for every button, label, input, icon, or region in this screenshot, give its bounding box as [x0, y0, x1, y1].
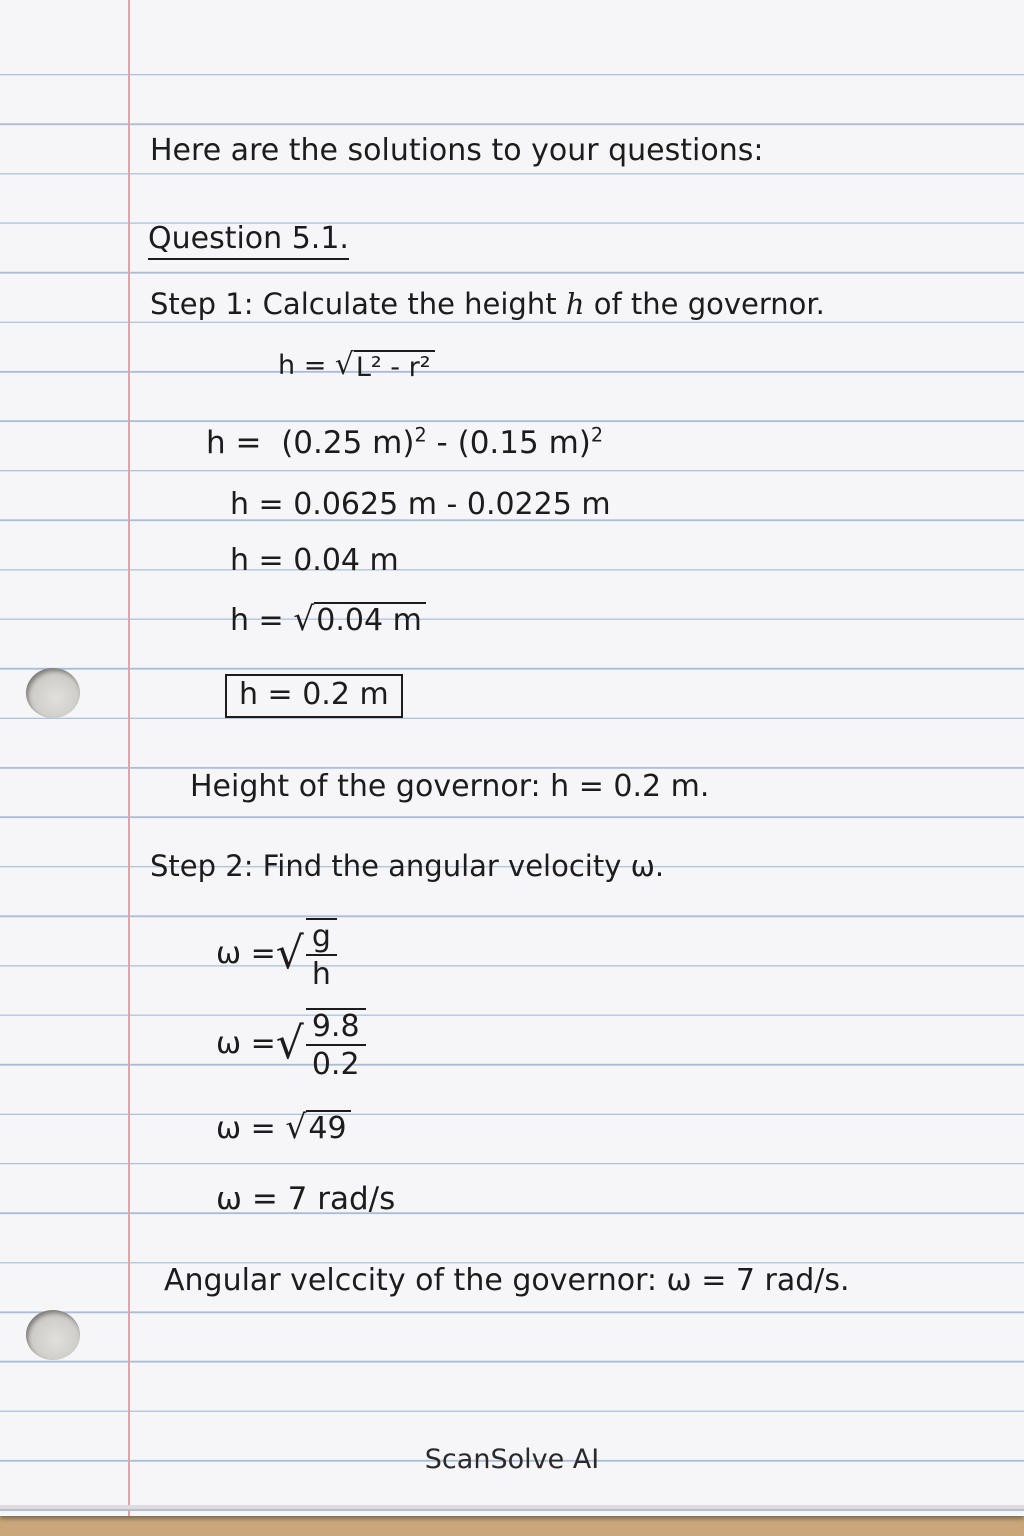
sqrt-symbol: √ 0.04 m: [293, 602, 426, 636]
punch-hole: [26, 668, 80, 718]
line1-exp-b: 2: [590, 423, 604, 447]
line1-term-a: (0.25 m): [281, 425, 415, 461]
line2-lhs: ω =: [216, 1026, 276, 1061]
line4-lhs: h =: [230, 603, 294, 638]
fraction-denominator: h: [311, 957, 331, 992]
sqrt-symbol: √: [275, 1018, 304, 1069]
fraction-numerator: g: [306, 922, 337, 956]
step2-line2: [216, 1008, 366, 1080]
sqrt-symbol: √: [275, 928, 304, 979]
paper-edge: [0, 1505, 1024, 1510]
question-title: [148, 221, 349, 256]
line1-lhs: h =: [206, 425, 272, 461]
step2-line4: ω = 7 rad/s: [216, 1181, 396, 1217]
question-title-text: Question 5.1.: [148, 221, 349, 260]
line1-minus: -: [426, 425, 458, 461]
line4-radicand: 0.04 m: [314, 602, 426, 636]
formula-lhs: h =: [278, 350, 335, 381]
fraction: [306, 918, 337, 990]
step2-summary: Angular velccity of the governor: ω = 7 rad/s.: [164, 1263, 850, 1298]
step1-heading-var: h: [565, 287, 585, 321]
step1-heading-suffix: of the governor.: [584, 287, 825, 321]
step1-line3: h = 0.04 m: [230, 543, 399, 578]
punch-hole: [26, 1310, 80, 1360]
step1-heading: [150, 287, 825, 321]
line1-term-b: (0.15 m): [457, 425, 591, 461]
step2-heading: Step 2: Find the angular velocity ω.: [150, 849, 665, 883]
step1-summary: Height of the governor: h = 0.2 m.: [190, 769, 710, 804]
formula-radicand: L² - r²: [354, 350, 435, 381]
fraction-denominator: 0.2: [311, 1047, 360, 1082]
step2-line1: [216, 918, 337, 990]
fraction: [306, 1008, 366, 1080]
step2-line3: [216, 1107, 351, 1146]
step1-line4: [230, 599, 426, 638]
step1-line1: [206, 423, 604, 461]
sqrt-symbol: √ 49: [285, 1110, 350, 1144]
line3-lhs: ω =: [216, 1111, 286, 1146]
footer-brand: ScanSolve AI: [424, 1444, 600, 1475]
step1-heading-prefix: Step 1: Calculate the height: [150, 287, 566, 321]
intro-text: Here are the solutions to your questions:: [150, 133, 764, 168]
line3-radicand: 49: [306, 1110, 350, 1144]
fraction-numerator: 9.8: [306, 1012, 366, 1046]
line1-exp-a: 2: [414, 423, 427, 447]
step1-line2: h = 0.0625 m - 0.0225 m: [230, 487, 611, 522]
step1-formula: [278, 347, 435, 383]
sqrt-symbol: √ L² - r²: [335, 350, 435, 381]
margin-line: [128, 0, 130, 1516]
line1-lhs: ω =: [216, 936, 276, 971]
boxed-result: h = 0.2 m: [225, 674, 403, 718]
